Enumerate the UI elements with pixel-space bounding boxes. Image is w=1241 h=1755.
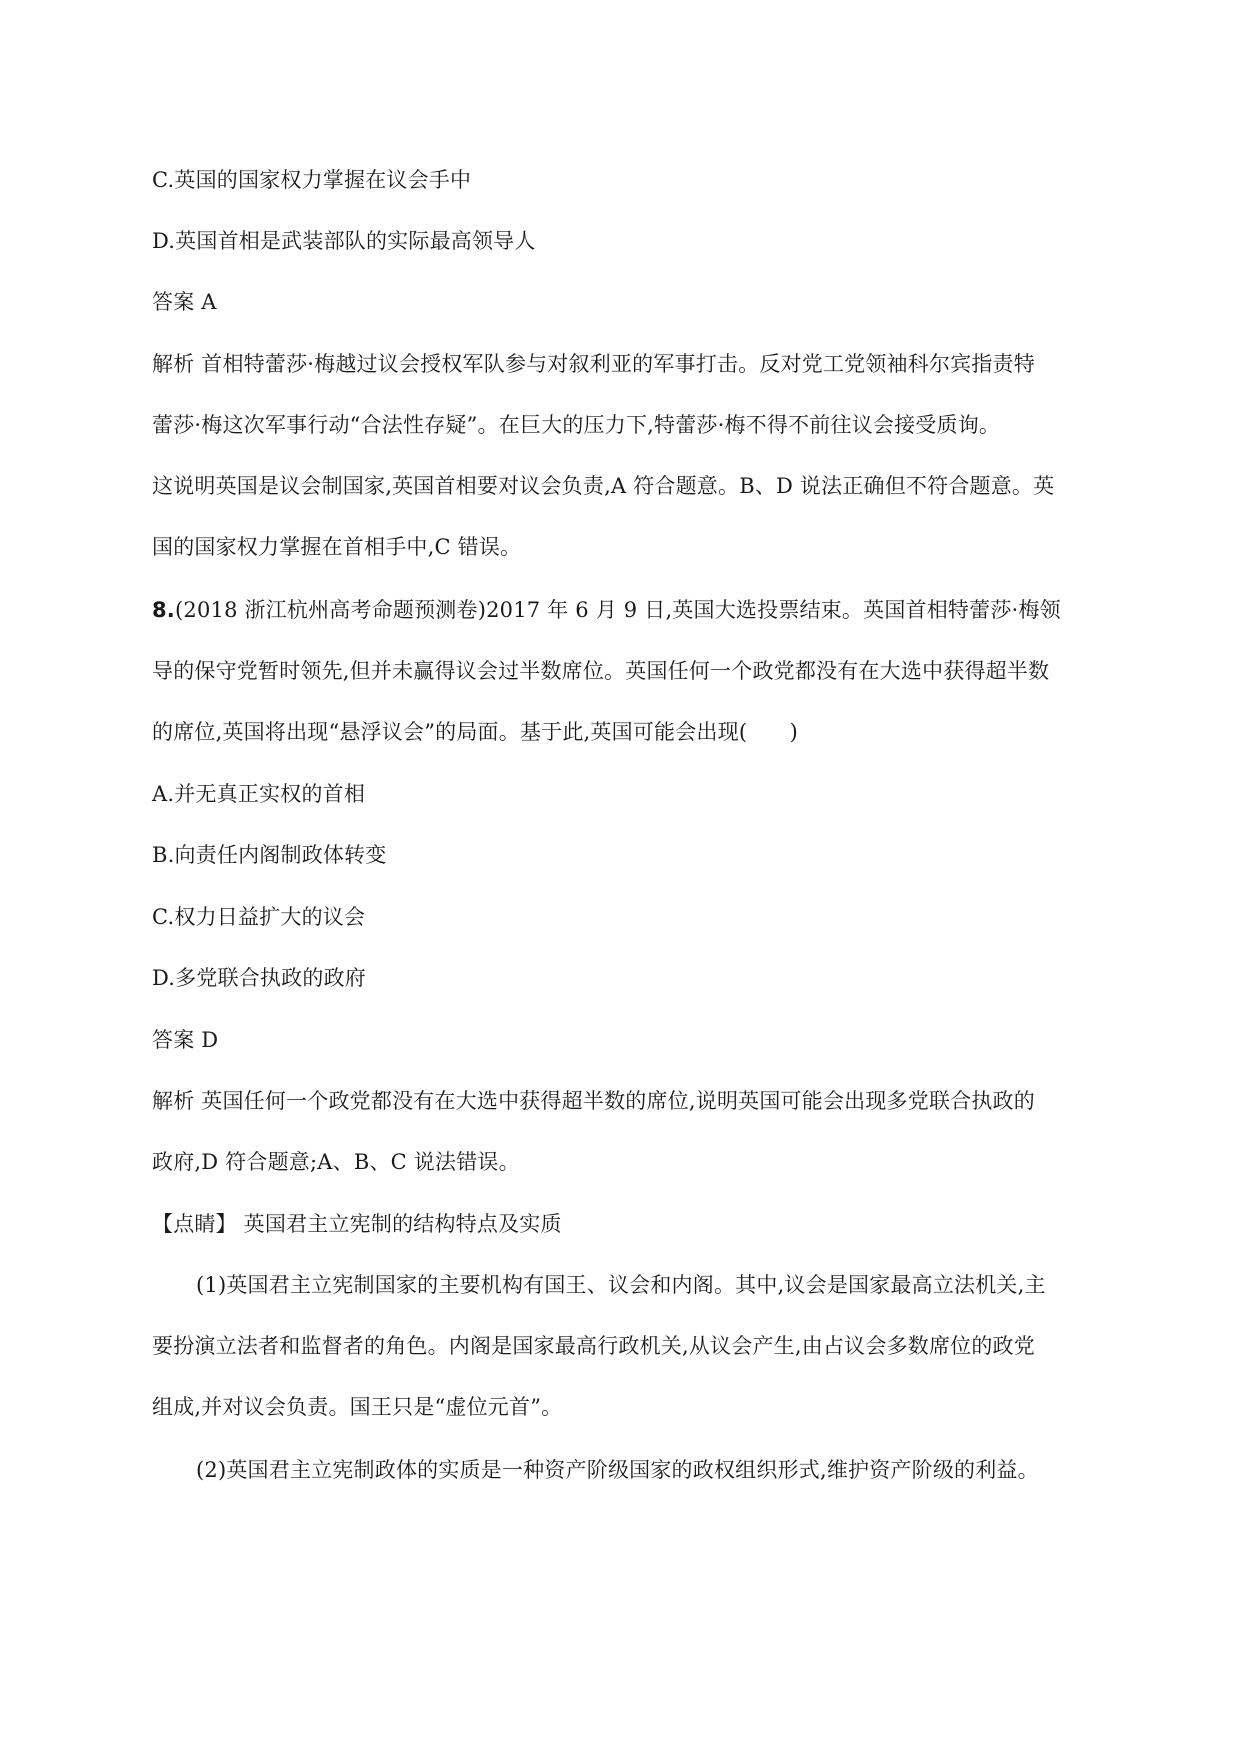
tip-heading: 【点睛】 英国君主立宪制的结构特点及实质 xyxy=(152,1212,562,1236)
q8-stem-first: (2018 浙江杭州高考命题预测卷)2017 年 6 月 9 日,英国大选投票结束。英国首相特蕾莎·梅领 xyxy=(175,598,1061,622)
q8-option-d: D.多党联合执政的政府 xyxy=(152,966,366,990)
tip-point2-line: (2)英国君主立宪制政体的实质是一种资产阶级国家的政权组织形式,维护资产阶级的利益。 xyxy=(196,1458,1039,1482)
q7-analysis-line: 国的国家权力掌握在首相手中,C 错误。 xyxy=(152,535,522,559)
q7-answer: 答案 A xyxy=(152,290,217,314)
q7-analysis-line: 解析 首相特蕾莎·梅越过议会授权军队参与对叙利亚的军事打击。反对党工党领袖科尔宾指责特 xyxy=(152,352,1035,376)
tip-point1-line: 组成,并对议会负责。国王只是“虚位元首”。 xyxy=(152,1395,563,1419)
q8-analysis-line: 政府,D 符合题意;A、B、C 说法错误。 xyxy=(152,1150,520,1174)
tip-point1-line: (1)英国君主立宪制国家的主要机构有国王、议会和内阁。其中,议会是国家最高立法机关,主 xyxy=(196,1273,1046,1297)
q8-stem-line: 导的保守党暂时领先,但并未赢得议会过半数席位。英国任何一个政党都没有在大选中获得超半数 xyxy=(152,659,1050,683)
q7-option-c: C.英国的国家权力掌握在议会手中 xyxy=(152,168,472,192)
q7-analysis-line: 这说明英国是议会制国家,英国首相要对议会负责,A 符合题意。B、D 说法正确但不符合题意。英 xyxy=(152,474,1055,498)
q8-option-a: A.并无真正实权的首相 xyxy=(152,782,366,806)
q7-option-d: D.英国首相是武装部队的实际最高领导人 xyxy=(152,229,536,253)
q8-stem-line xyxy=(152,595,1092,625)
q8-analysis-line: 解析 英国任何一个政党都没有在大选中获得超半数的席位,说明英国可能会出现多党联合执政的 xyxy=(152,1089,1035,1113)
q8-option-b: B.向责任内阁制政体转变 xyxy=(152,843,387,867)
q8-answer: 答案 D xyxy=(152,1028,219,1052)
q8-number: 8. xyxy=(152,598,175,622)
q7-analysis-line: 蕾莎·梅这次军事行动“合法性存疑”。在巨大的压力下,特蕾莎·梅不得不前往议会接受质询。 xyxy=(152,413,1001,437)
q8-option-c: C.权力日益扩大的议会 xyxy=(152,905,366,929)
q8-stem-line: 的席位,英国将出现“悬浮议会”的局面。基于此,英国可能会出现( ) xyxy=(152,720,799,744)
tip-point1-line: 要扮演立法者和监督者的角色。内阁是国家最高行政机关,从议会产生,由占议会多数席位的政党 xyxy=(152,1334,1035,1358)
